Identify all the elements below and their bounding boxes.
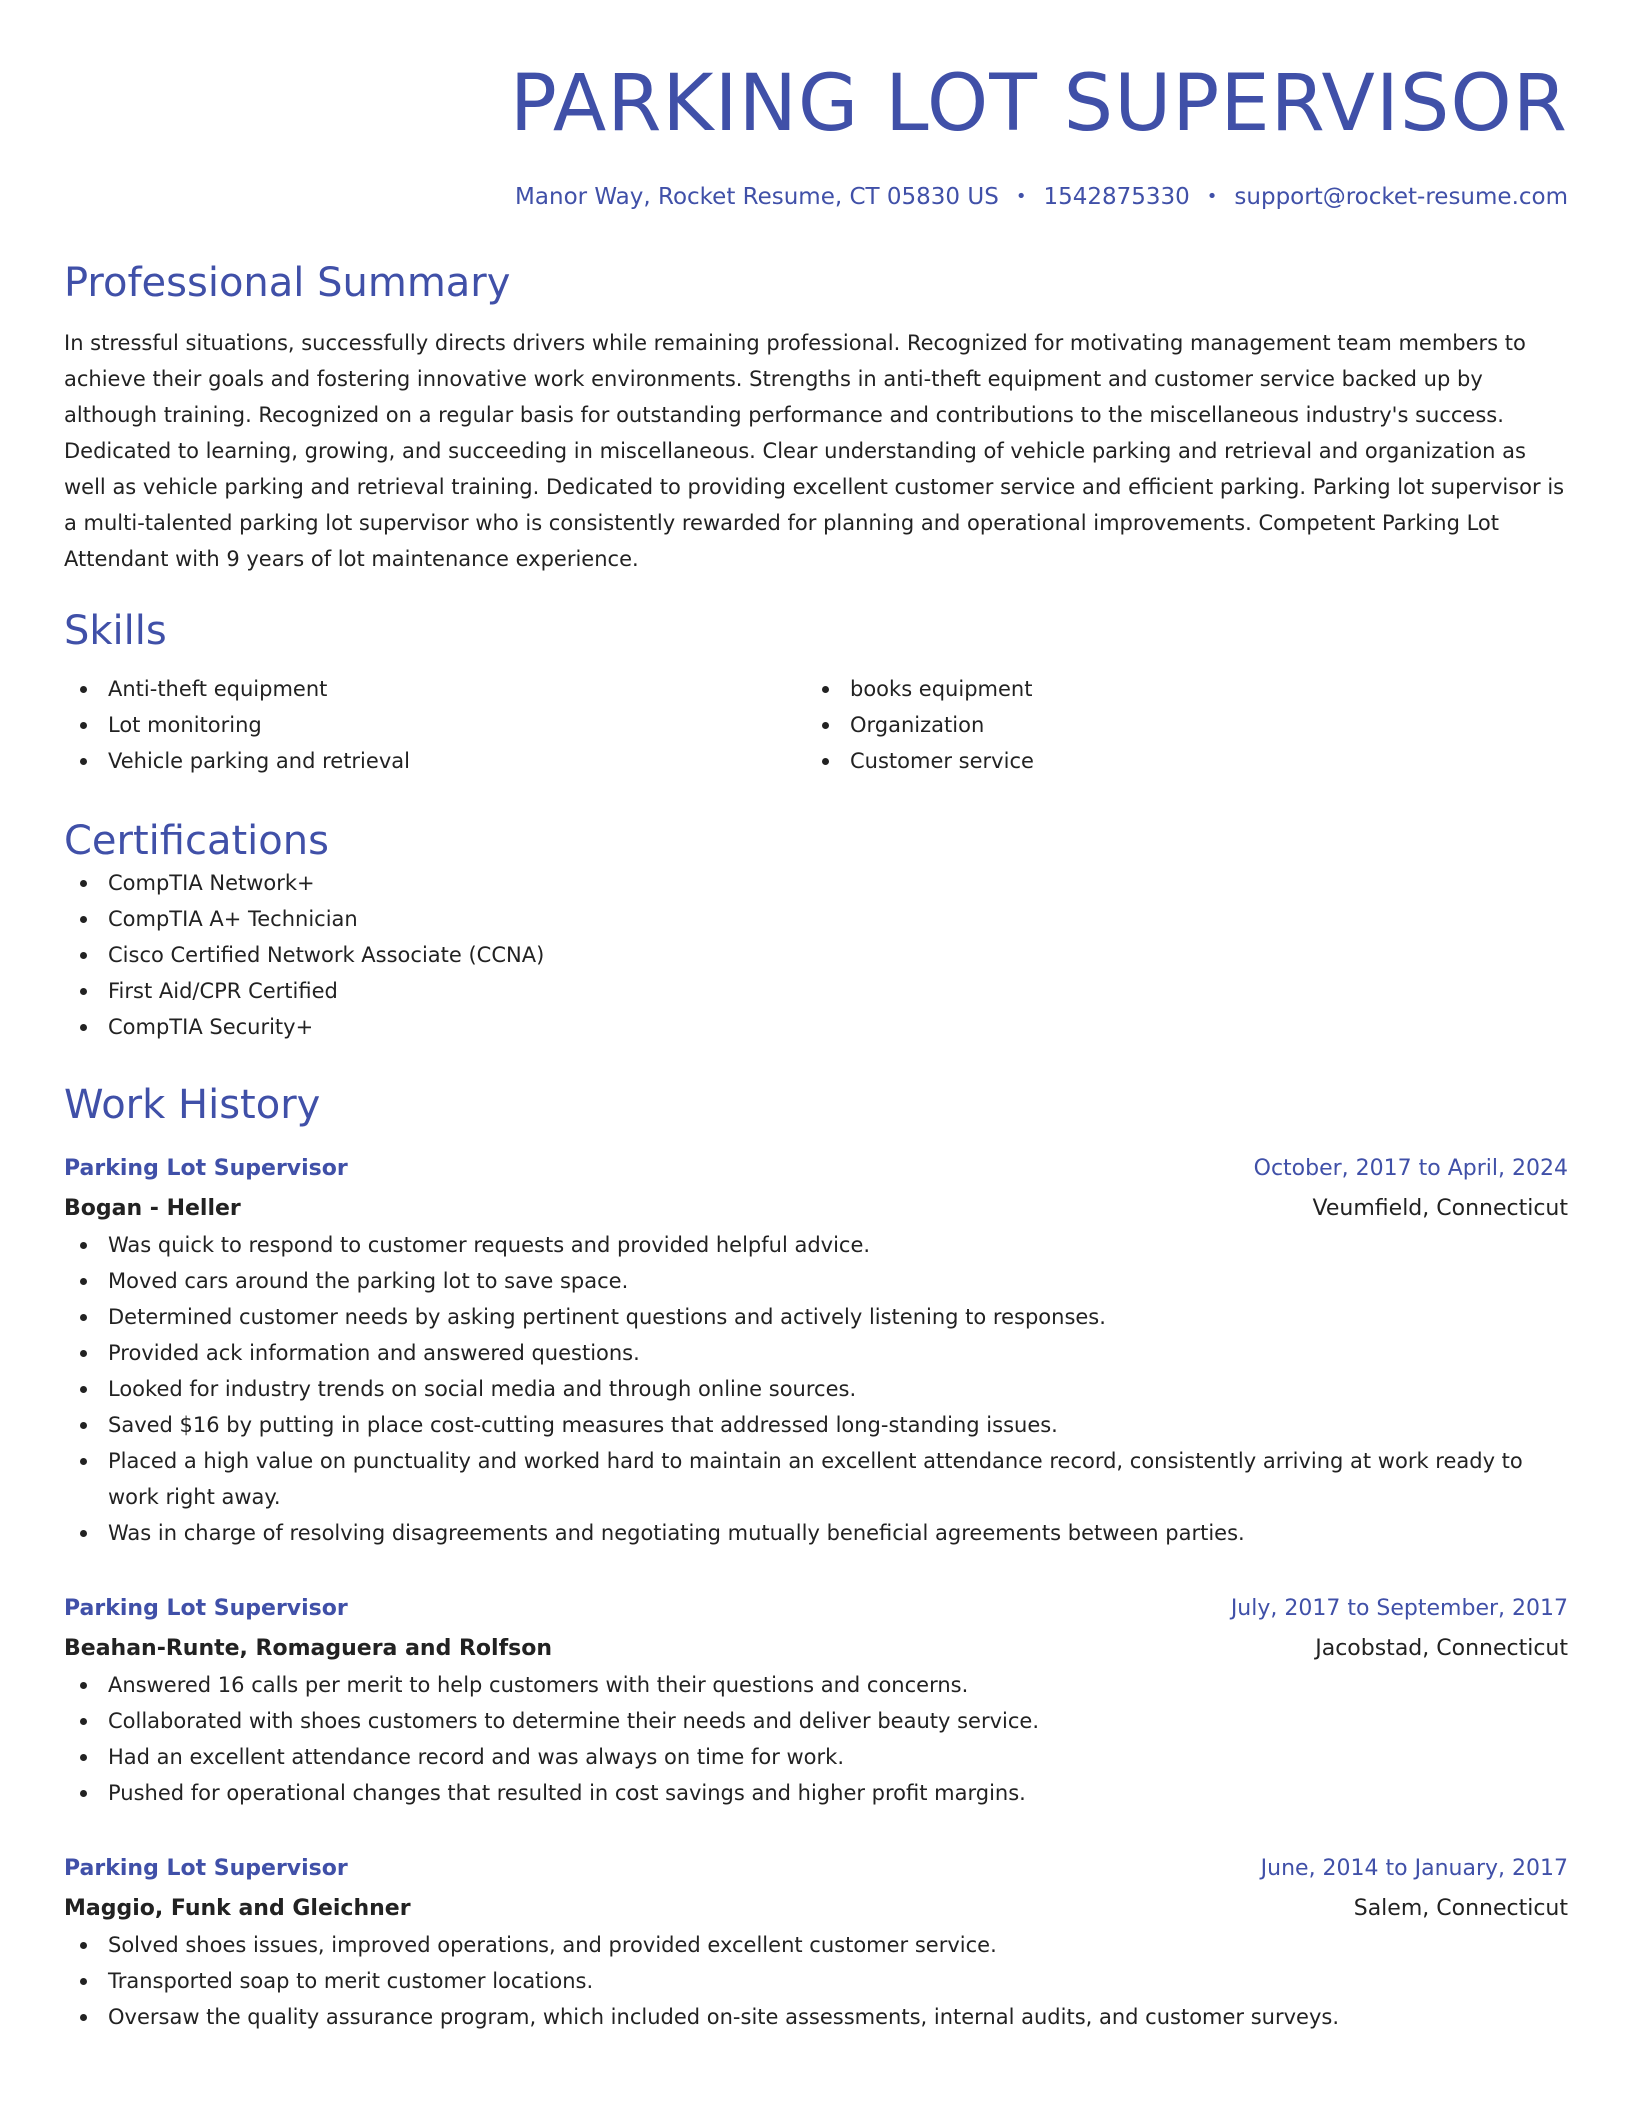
- summary-heading: Professional Summary: [64, 260, 511, 307]
- job-company: Bogan - Heller: [64, 1196, 241, 1222]
- skill-item: Vehicle parking and retrieval: [64, 743, 806, 779]
- skills-grid: [64, 671, 1568, 779]
- job-bullet: Was in charge of resolving disagreements and negotiating mutually beneficial agreements between parties.: [64, 1515, 1568, 1551]
- separator-dot: •: [1206, 185, 1218, 207]
- job-bullet: Saved $16 by putting in place cost-cutting measures that addressed long-standing issues.: [64, 1407, 1568, 1443]
- job-bullet: Was quick to respond to customer requests and provided helpful advice.: [64, 1227, 1568, 1263]
- contact-address: Manor Way, Rocket Resume, CT 05830 US: [515, 183, 999, 210]
- job-company-row: [64, 1627, 1568, 1667]
- skills-list-right: [806, 671, 1548, 779]
- skills-list-left: [64, 671, 806, 779]
- job-company-row: [64, 1187, 1568, 1227]
- skill-item: Anti-theft equipment: [64, 671, 806, 707]
- job-bullet: Pushed for operational changes that resulted in cost savings and higher profit margins.: [64, 1775, 1568, 1811]
- certification-item: Cisco Certified Network Associate (CCNA): [64, 937, 1568, 973]
- job-dates: June, 2014 to January, 2017: [1260, 1856, 1568, 1882]
- skill-item: Customer service: [806, 743, 1548, 779]
- work-history-heading: Work History: [64, 1082, 321, 1129]
- certification-item: First Aid/CPR Certified: [64, 973, 1568, 1009]
- job-bullet: Transported soap to merit customer locations.: [64, 1963, 1568, 1999]
- job-bullet: Provided ack information and answered questions.: [64, 1335, 1568, 1371]
- job-bullet: Moved cars around the parking lot to save space.: [64, 1263, 1568, 1299]
- summary-text: In stressful situations, successfully directs drivers while remaining professional. Recognized for motivating management team members to achieve their goals and fostering innovative work environments. Strengths in anti-theft equipment and customer service backed up by although training. Recognized on a regular basis for outstanding performance and contributions to the miscellaneous industry's success. Dedicated to learning, growing, and succeeding in miscellaneous. Clear understanding of vehicle parking and retrieval and organization as well as vehicle parking and retrieval training. Dedicated to providing excellent customer service and efficient parking. Parking lot supervisor is a multi-talented parking lot supervisor who is consistently rewarded for planning and operational improvements. Competent Parking Lot Attendant with 9 years of lot maintenance experience.: [64, 331, 1565, 572]
- skills-column-right: [806, 671, 1548, 779]
- skills-heading: Skills: [64, 608, 167, 655]
- job-header-row: [64, 1851, 1568, 1887]
- skill-item: books equipment: [806, 671, 1548, 707]
- job-dates: October, 2017 to April, 2024: [1253, 1156, 1568, 1182]
- job-title: Parking Lot Supervisor: [64, 1856, 348, 1882]
- job-header-row: [64, 1591, 1568, 1627]
- job-title: Parking Lot Supervisor: [64, 1596, 348, 1622]
- job-location: Salem, Connecticut: [1353, 1896, 1568, 1922]
- job-bullet: Oversaw the quality assurance program, which included on-site assessments, internal audits, and customer surveys.: [64, 1999, 1568, 2035]
- job-location: Veumfield, Connecticut: [1312, 1196, 1568, 1222]
- contact-line: [64, 184, 1568, 212]
- job-entry: [64, 1151, 1568, 1551]
- certification-item: CompTIA A+ Technician: [64, 901, 1568, 937]
- job-company: Beahan-Runte, Romaguera and Rolfson: [64, 1636, 553, 1662]
- job-bullets: [64, 1667, 1568, 1811]
- job-bullet: Placed a high value on punctuality and worked hard to maintain an excellent attendance record, consistently arriving at work ready to work right away.: [64, 1443, 1568, 1515]
- job-bullet: Solved shoes issues, improved operations, and provided excellent customer service.: [64, 1927, 1568, 1963]
- skills-column-left: [64, 671, 806, 779]
- job-bullet: Looked for industry trends on social media and through online sources.: [64, 1371, 1568, 1407]
- job-bullet: Answered 16 calls per merit to help customers with their questions and concerns.: [64, 1667, 1568, 1703]
- certification-item: CompTIA Security+: [64, 1009, 1568, 1045]
- job-bullet: Had an excellent attendance record and was always on time for work.: [64, 1739, 1568, 1775]
- certifications-list: [64, 865, 1568, 1045]
- certifications-heading: Certifications: [64, 818, 329, 865]
- contact-email: support@rocket-resume.com: [1234, 183, 1568, 210]
- job-bullet: Determined customer needs by asking pertinent questions and actively listening to responses.: [64, 1299, 1568, 1335]
- job-bullet: Collaborated with shoes customers to determine their needs and deliver beauty service.: [64, 1703, 1568, 1739]
- job-header-row: [64, 1151, 1568, 1187]
- resume-name: PARKING LOT SUPERVISOR: [509, 59, 1568, 149]
- job-company: Maggio, Funk and Gleichner: [64, 1896, 411, 1922]
- job-title: Parking Lot Supervisor: [64, 1156, 348, 1182]
- job-location: Jacobstad, Connecticut: [1315, 1636, 1568, 1662]
- job-entry: [64, 1851, 1568, 2035]
- job-bullets: [64, 1927, 1568, 2035]
- skill-item: Organization: [806, 707, 1548, 743]
- job-company-row: [64, 1887, 1568, 1927]
- job-entry: [64, 1591, 1568, 1811]
- job-dates: July, 2017 to September, 2017: [1230, 1596, 1568, 1622]
- separator-dot: •: [1015, 185, 1027, 207]
- skill-item: Lot monitoring: [64, 707, 806, 743]
- certification-item: CompTIA Network+: [64, 865, 1568, 901]
- contact-phone: 1542875330: [1043, 183, 1190, 210]
- job-bullets: [64, 1227, 1568, 1551]
